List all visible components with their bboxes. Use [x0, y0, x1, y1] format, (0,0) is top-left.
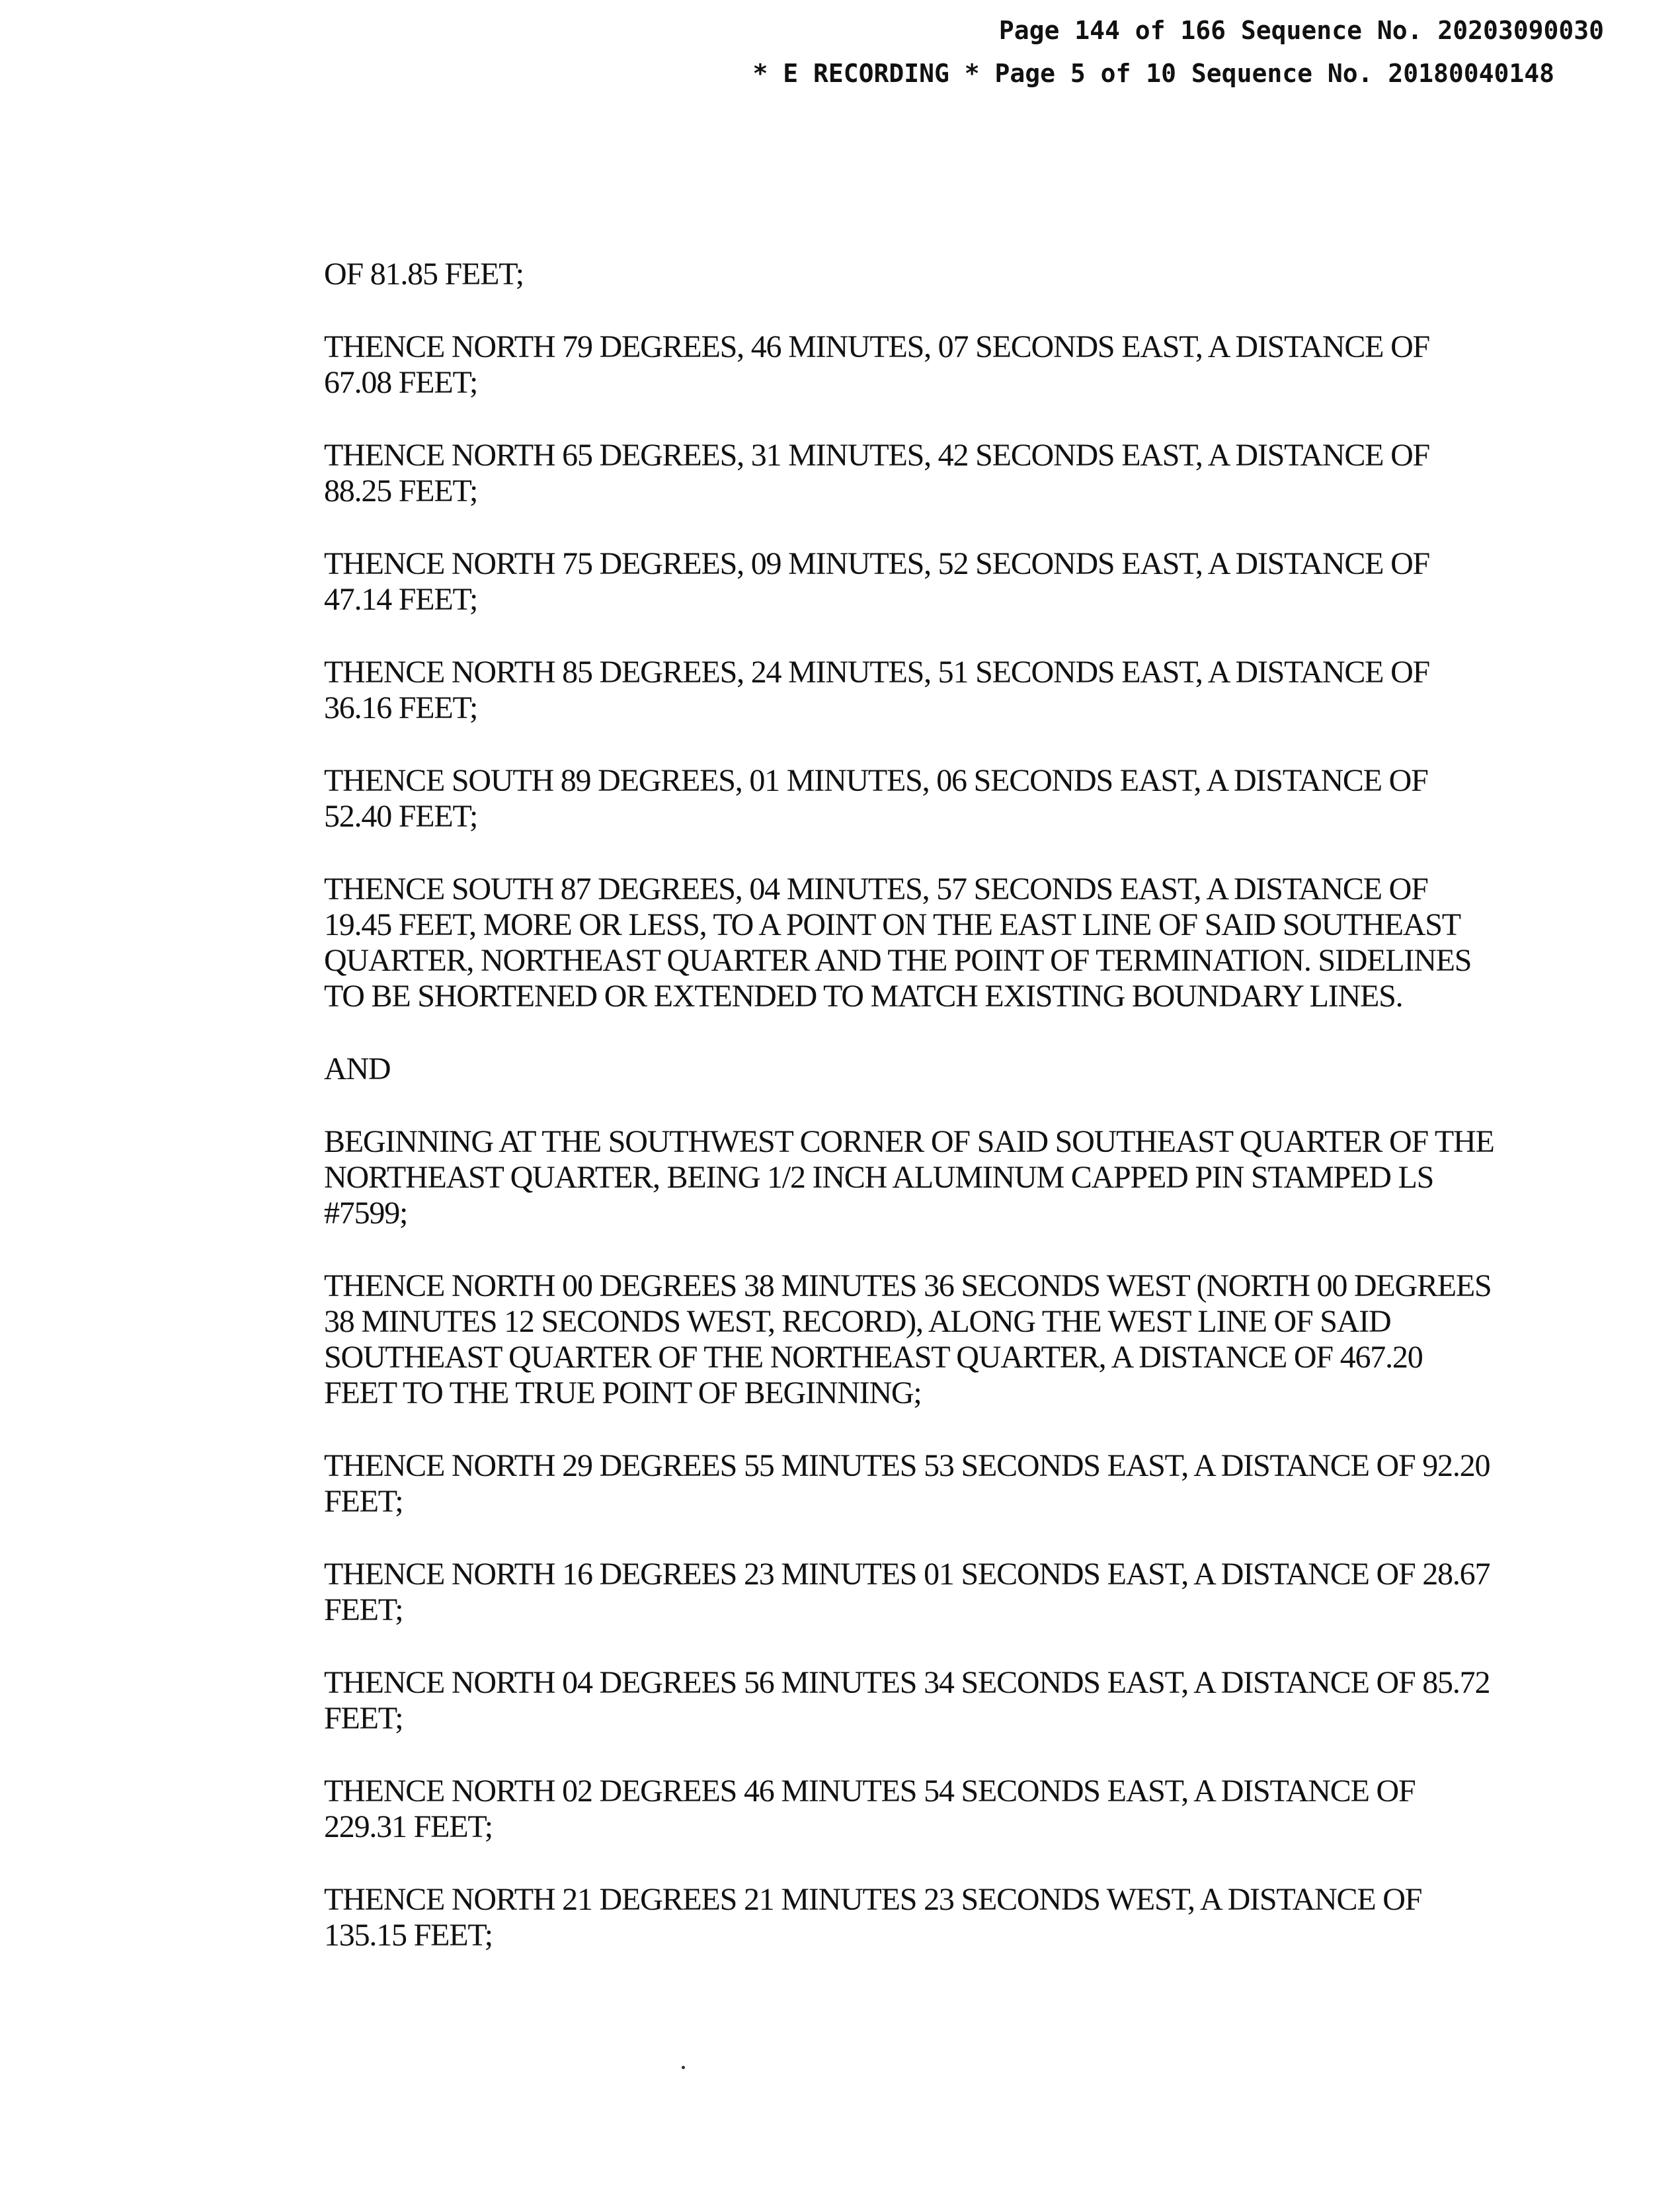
paragraph-course: THENCE NORTH 21 DEGREES 21 MINUTES 23 SECONDS WEST, A DISTANCE OF 135.15 FEET;	[324, 1882, 1422, 1953]
paragraph-course: THENCE NORTH 02 DEGREES 46 MINUTES 54 SECONDS EAST, A DISTANCE OF 229.31 FEET;	[324, 1774, 1416, 1844]
paragraph-course: THENCE NORTH 29 DEGREES 55 MINUTES 53 SECONDS EAST, A DISTANCE OF 92.20 FEET;	[324, 1448, 1490, 1519]
paragraph-termination: THENCE SOUTH 87 DEGREES, 04 MINUTES, 57 SECONDS EAST, A DISTANCE OF 19.45 FEET, MORE OR LESS, TO A POINT ON THE EAST LINE OF SAID SOUTHEAST QUARTER, NORTHEAST QUARTER AND THE POINT OF TERMINATION. SIDELINES TO BE SHORTENED OR EXTENDED TO MATCH EXISTING BOUNDARY LINES.	[324, 872, 1472, 1014]
paragraph-course: THENCE NORTH 04 DEGREES 56 MINUTES 34 SECONDS EAST, A DISTANCE OF 85.72 FEET;	[324, 1665, 1490, 1736]
paragraph-distance-continuation: OF 81.85 FEET;	[324, 257, 524, 292]
paragraph-course: THENCE NORTH 16 DEGREES 23 MINUTES 01 SECONDS EAST, A DISTANCE OF 28.67 FEET;	[324, 1557, 1490, 1627]
paragraph-course: THENCE SOUTH 89 DEGREES, 01 MINUTES, 06 SECONDS EAST, A DISTANCE OF 52.40 FEET;	[324, 763, 1428, 834]
recording-header	[752, 9, 1604, 95]
paragraph-course: THENCE NORTH 00 DEGREES 38 MINUTES 36 SECONDS WEST (NORTH 00 DEGREES 38 MINUTES 12 SECONDS WEST, RECORD), ALONG THE WEST LINE OF SAID SOUTHEAST QUARTER OF THE NORTHEAST QUARTER, A DISTANCE OF 467.20 FEET TO THE TRUE POINT OF BEGINNING;	[324, 1268, 1492, 1411]
paragraph-course: THENCE NORTH 85 DEGREES, 24 MINUTES, 51 SECONDS EAST, A DISTANCE OF 36.16 FEET;	[324, 655, 1430, 725]
paragraph-and: AND	[324, 1051, 391, 1086]
stray-mark	[682, 2066, 685, 2069]
header-recording-line: * E RECORDING * Page 5 of 10 Sequence No. 20180040148	[752, 59, 1554, 88]
header-sequence-line: Page 144 of 166 Sequence No. 20203090030	[998, 16, 1604, 45]
paragraph-course: THENCE NORTH 65 DEGREES, 31 MINUTES, 42 SECONDS EAST, A DISTANCE OF 88.25 FEET;	[324, 438, 1430, 509]
paragraph-beginning: BEGINNING AT THE SOUTHWEST CORNER OF SAID SOUTHEAST QUARTER OF THE NORTHEAST QUARTER, BEING 1/2 INCH ALUMINUM CAPPED PIN STAMPED LS #7599;	[324, 1124, 1494, 1231]
paragraph-course: THENCE NORTH 79 DEGREES, 46 MINUTES, 07 SECONDS EAST, A DISTANCE OF 67.08 FEET;	[324, 329, 1430, 400]
paragraph-course: THENCE NORTH 75 DEGREES, 09 MINUTES, 52 SECONDS EAST, A DISTANCE OF 47.14 FEET;	[324, 546, 1430, 617]
legal-description-body	[324, 257, 1501, 1990]
